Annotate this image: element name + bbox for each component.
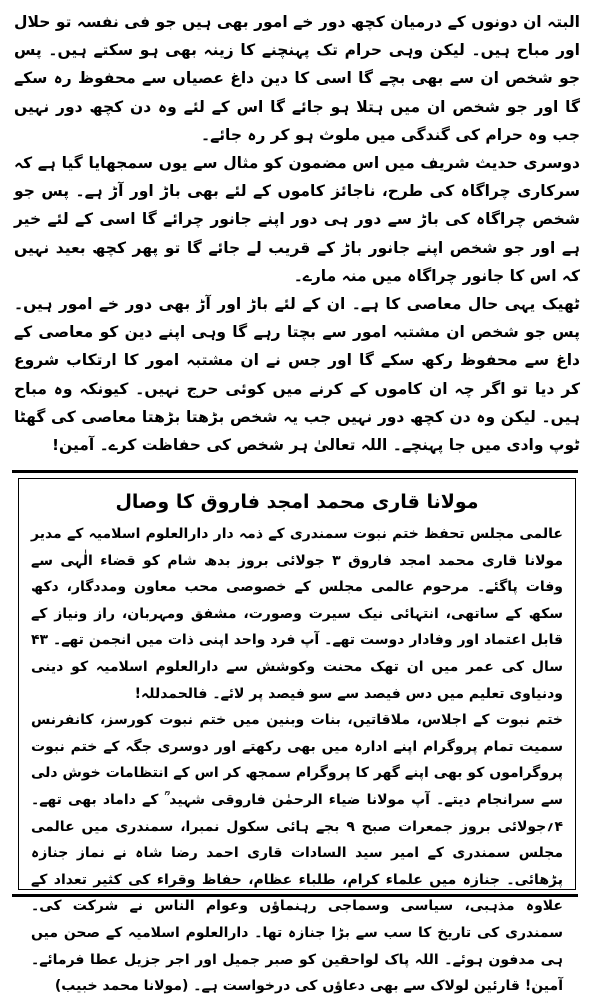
article-text <box>14 8 580 468</box>
notice-paragraph: ختم نبوت کے اجلاس، ملاقاتیں، بنات وبنین میں ختم نبوت کورسز، کانفرنس سمیت تمام پروگرام اپنے ادارہ میں بھی رکھتے اور دوسری جگہ کے ختم نبوت پروگراموں کو بھی اپنے گھر کا پروگرام سمجھ کر اس کے انتظامات خوش دلی سے سرانجام دیتے۔ آپ مولانا ضیاء الرحمٰن فاروقی شہید ؒ کے داماد بھی تھے۔ ۴؍جولائی بروز جمعرات صبح ۹ بجے ہائی سکول نمبرا، سمندری میں عالمی مجلس سمندری کے امیر سید السادات قاری احمد رضا شاہ نے نماز جنازہ پڑھائی۔ جنازہ میں علماء کرام، طلباء عظام، حفاظ وقراء کی کثیر تعداد کے علاوہ مذہبی، سیاسی وسماجی رہنماؤں وعوام الناس نے شرکت کی۔ سمندری کی تاریخ کا سب سے بڑا جنازہ تھا۔ دارالعلوم اسلامیہ کے صحن میں ہی مدفون ہوئے۔ اللہ پاک لواحقین کو صبر جمیل اور اجر جزیل عطا فرمائے۔ آمین! قارئین لولاک سے بھی دعاؤں کی درخواست ہے۔ (مولانا محمد خبیب) <box>31 712 563 995</box>
page-bottom-divider <box>12 894 578 897</box>
article-paragraph: البتہ ان دونوں کے درمیان کچھ دور خے امور بھی ہیں جو فی نفسہ تو حلال اور مباح ہیں۔ لیکن وہی حرام تک پہنچنے کا زینہ بھی ہو سکتے ہیں۔ پس جو شخص ان سے بھی بچے گا اسی کا دین داغ عصیاں سے محفوظ رہ سکے گا اور جو شخص ان میں ہتلا ہو جائے گا اس کے لئے وہ دن کچھ دور نہیں جب وہ حرام کی گندگی میں ملوث ہو کر رہ جائے۔ <box>14 13 580 144</box>
obituary-notice-box <box>18 478 576 995</box>
article-paragraph: ٹھیک یہی حال معاصی کا ہے۔ ان کے لئے باڑ اور آڑ بھی دور خے امور ہیں۔ پس جو شخص ان مشتبہ امور سے بچتا رہے گا وہی اپنے دین کو معاصی کے داغ سے محفوظ رکھ سکے گا اور جس نے ان مشتبہ امور کا ارتکاب شروع کر دیا تو اگر چہ ان کاموں کے کرنے میں کوئی حرج نہیں۔ کیونکہ وہ مباح ہیں۔ لیکن وہ دن کچھ دور نہیں جب یہ شخص بڑھتا بڑھتا معاصی کی گھٹا ٹوپ وادی میں جا پہنچے۔ اللہ تعالیٰ ہر شخص کی حفاظت کرے۔ آمین! <box>14 295 580 455</box>
article-paragraph: دوسری حدیث شریف میں اس مضمون کو مثال سے یوں سمجھایا گیا ہے کہ سرکاری چراگاہ کی طرح، ناجائز کاموں کے لئے بھی باڑ اور آڑ ہے۔ پس جو شخص چراگاہ کی باڑ سے دور ہی دور اپنے جانور چرائے گا اسی کے لئے خیر ہے اور جو شخص اپنے جانور باڑ کے قریب لے جائے گا تو پھر کچھ بعید نہیں کہ اس کا جانور چراگاہ میں منہ مارے۔ <box>14 154 580 285</box>
notice-body <box>31 521 563 1000</box>
section-divider <box>12 470 578 473</box>
notice-paragraph: عالمی مجلس تحفظ ختم نبوت سمندری کے ذمہ دار دارالعلوم اسلامیہ کے مدیر مولانا قاری محمد امجد فاروق ۳ جولائی بروز بدھ شام کو قضاء الٰہی سے وفات پاگئے۔ مرحوم عالمی مجلس کے خصوصی محب معاون ومددگار، دکھ سکھ کے ساتھی، انتہائی نیک سیرت وصورت، مشفق ومہربان، راز ونیاز کے قابل اعتماد اور وفادار دوست تھے۔ آپ فرد واحد اپنی ذات میں انجمن تھے۔ ۴۳ سال کی عمر میں ان تھک محنت وکوشش سے دارالعلوم اسلامیہ کو دینی ودنیاوی تعلیم میں دس فیصد سے سو فیصد پر لائے۔ فالحمدللہ! <box>31 526 563 702</box>
notice-title: مولانا قاری محمد امجد فاروق کا وصال <box>115 491 479 513</box>
